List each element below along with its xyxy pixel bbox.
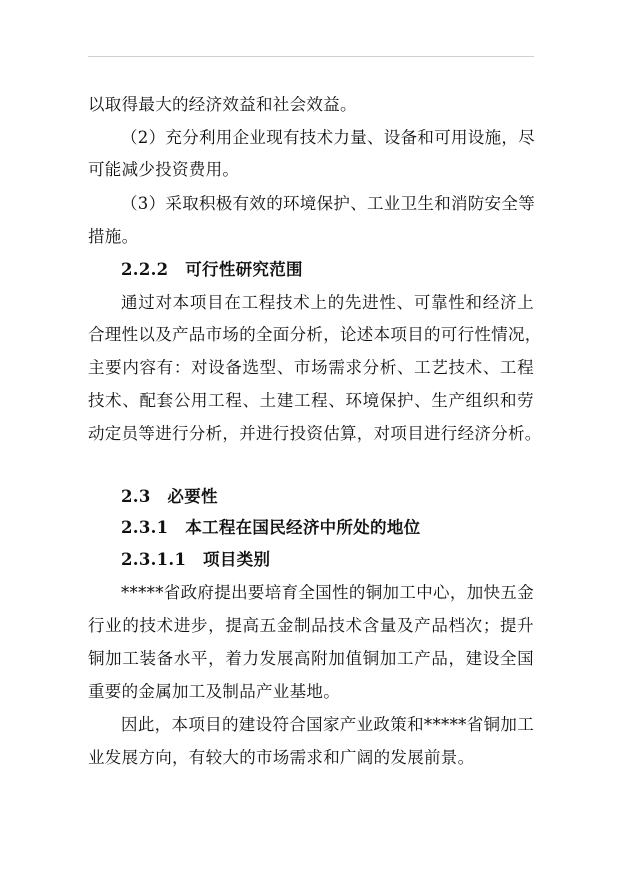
list-item-2-line: 可能减少投资费用。 (88, 160, 240, 179)
paragraph-line: 动定员等进行分析，并进行投资估算，对项目进行经济分析。 (88, 424, 542, 443)
header-rule (88, 56, 534, 57)
paragraph-line: 合理性以及产品市场的全面分析，论述本项目的可行性情况， (88, 325, 542, 344)
list-item-3-line: 措施。 (88, 227, 139, 246)
section-heading-2-3: 2.3 必要性 (121, 487, 218, 506)
paragraph-line: 主要内容有：对设备选型、市场需求分析、工艺技术、工程 (88, 358, 534, 377)
section-heading-2-2-2: 2.2.2 可行性研究范围 (121, 260, 303, 279)
paragraph-line: *****省政府提出要培育全国性的铜加工中心，加快五金 (121, 583, 534, 602)
paragraph-line: 铜加工装备水平，着力发展高附加值铜加工产品，建设全国 (88, 649, 534, 668)
section-heading-2-3-1: 2.3.1 本工程在国民经济中所处的地位 (121, 518, 421, 537)
paragraph-line: 通过对本项目在工程技术上的先进性、可靠性和经济上 (121, 293, 534, 312)
section-heading-2-3-1-1: 2.3.1.1 项目类别 (121, 550, 271, 569)
paragraph-line: 技术、配套公用工程、土建工程、环境保护、生产组织和劳 (88, 391, 534, 410)
paragraph-line: 以取得最大的经济效益和社会效益。 (88, 95, 357, 114)
paragraph-line: 行业的技术进步，提高五金制品技术含量及产品档次；提升 (88, 616, 534, 635)
paragraph-line: 业发展方向，有较大的市场需求和广阔的发展前景。 (88, 748, 475, 767)
list-item-3-line: （3）采取积极有效的环境保护、工业卫生和消防安全等 (121, 194, 535, 213)
paragraph-line: 重要的金属加工及制品产业基地。 (88, 682, 340, 701)
paragraph-line: 因此，本项目的建设符合国家产业政策和*****省铜加工 (121, 715, 534, 734)
list-item-2-line: （2）充分利用企业现有技术力量、设备和可用设施，尽 (121, 128, 535, 147)
